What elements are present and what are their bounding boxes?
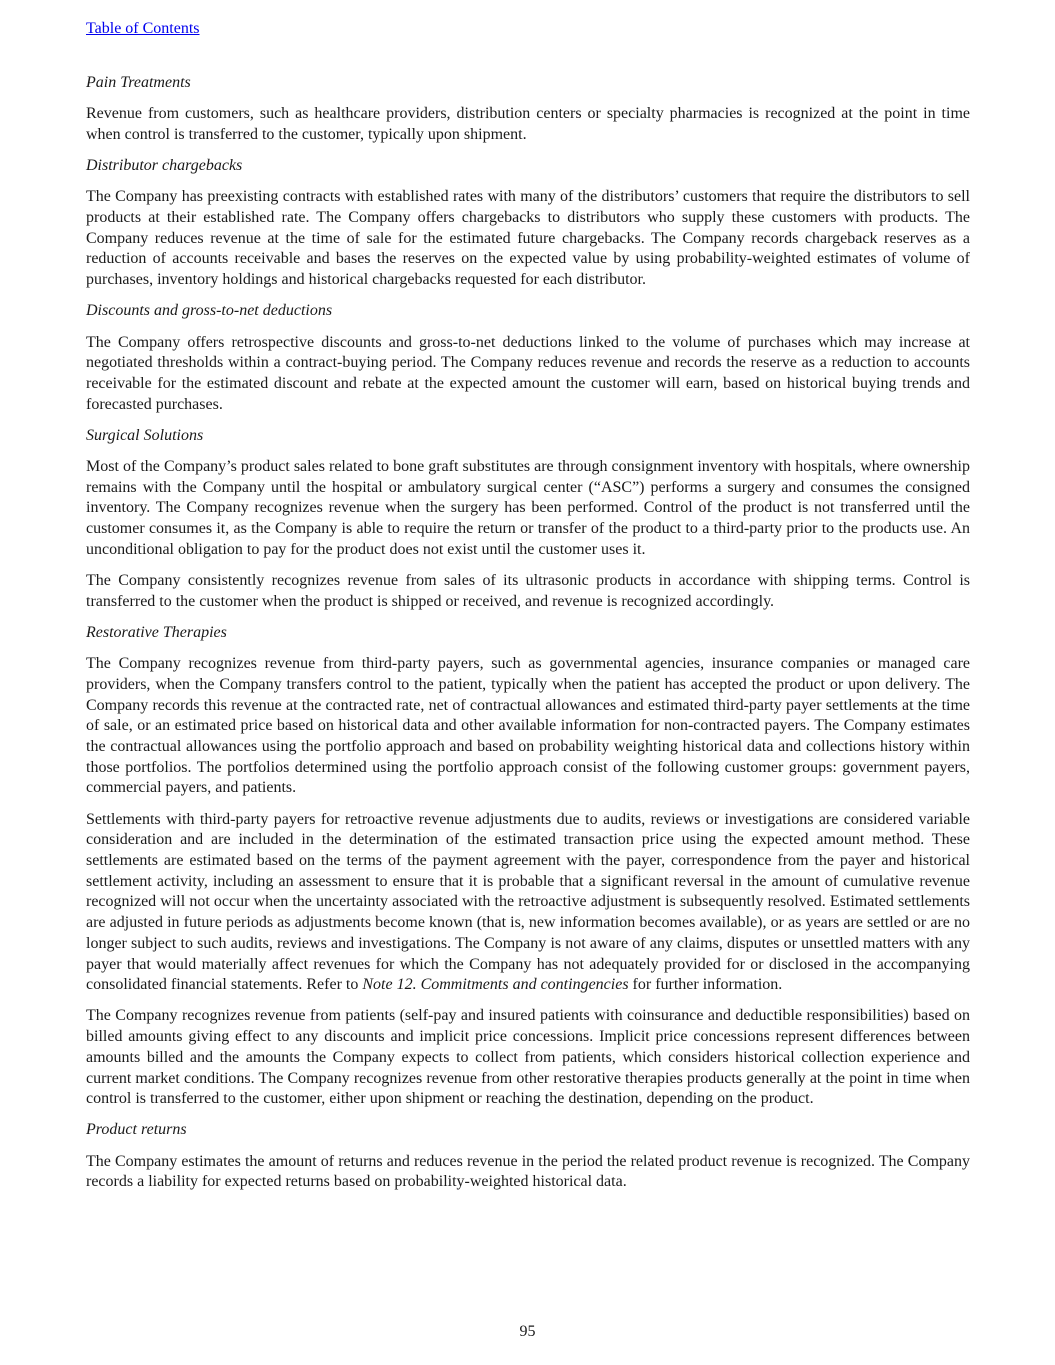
section-heading-discounts: Discounts and gross-to-net deductions bbox=[86, 302, 333, 320]
table-of-contents-link[interactable]: Table of Contents bbox=[86, 20, 200, 37]
paragraph: The Company recognizes revenue from third-party payers, such as governmental agencies, insurance companies or managed care providers, when the Company transfers control to the patient, typically when the patient has accepted the product or upon delivery. The Company records this revenue at the contracted rate, net of contractual allowances and estimated third-party payer settlements at the time of sale, or an estimated price based on historical data and other available information for non-contracted payers. The Company estimates the contractual allowances using the portfolio approach and based on probability weighting historical data and collections history within those portfolios. The portfolios determined using the portfolio approach consist of the following customer groups: government payers, commercial payers, and patients. bbox=[86, 655, 970, 797]
document-body bbox=[86, 73, 970, 1204]
paragraph: The Company estimates the amount of returns and reduces revenue in the period the related product revenue is recognized. The Company records a liability for expected returns based on probability-weighted historical data. bbox=[86, 1152, 970, 1191]
paragraph: The Company has preexisting contracts with established rates with many of the distributors’ customers that require the distributors to sell products at their established rate. The Company offers chargebacks to distributors who supply these customers with products. The Company reduces revenue at the time of sale for the estimated future chargebacks. The Company records chargeback reserves as a reduction of accounts receivable and bases the reserves on the expected value by using probability-weighted estimates of volume of purchases, inventory holdings and historical chargebacks requested for each distributor. bbox=[86, 188, 970, 289]
paragraph bbox=[86, 810, 970, 996]
section-heading-surgical-solutions: Surgical Solutions bbox=[86, 426, 204, 444]
section-heading-restorative-therapies: Restorative Therapies bbox=[86, 623, 227, 641]
section-heading-distributor-chargebacks: Distributor chargebacks bbox=[86, 157, 243, 175]
paragraph: The Company offers retrospective discounts and gross-to-net deductions linked to the volume of purchases which may increase at negotiated thresholds within a contract-buying period. The Company reduces revenue and records the reserve as a reduction to accounts receivable for the estimated discount and rebate at the expected amount the customer will earn, based on historical buying trends and forecasted purchases. bbox=[86, 333, 970, 413]
note-reference: Note 12. Commitments and contingencies bbox=[362, 976, 629, 994]
paragraph-text: Settlements with third-party payers for retroactive revenue adjustments due to audits, reviews or investigations are considered variable consideration and are included in the determination of the estimated transaction price using the expected amount method. These settlements are estimated based on the terms of the payment agreement with the payer, correspondence from the payer and historical settlement activity, including an assessment to ensure that it is probable that a significant reversal in the amount of cumulative revenue recognized will not occur when the uncertainty associated with the retroactive adjustment is subsequently resolved. Estimated settlements are adjusted in future periods as adjustments become known (that is, new information becomes available), or as years are settled or are no longer subject to such audits, reviews and investigations. The Company is not aware of any claims, disputes or unsettled matters with any payer that would materially affect revenues for which the Company has not adequately provided for or disclosed in the accompanying consolidated financial statements. Refer to bbox=[86, 810, 970, 994]
section-heading-pain-treatments: Pain Treatments bbox=[86, 74, 191, 91]
paragraph: Most of the Company’s product sales related to bone graft substitutes are through consignment inventory with hospitals, where ownership remains with the Company until the hospital or ambulatory surgical center (“ASC”) performs a surgery and consumes the consigned inventory. The Company recognizes revenue when the surgery has been performed. Control of the product is not transferred until the customer consumes it, as the Company is able to require the return or transfer of the product to a third-party prior to the products use. An unconditional obligation to pay for the product does not exist until the customer uses it. bbox=[86, 458, 970, 558]
paragraph-text: for further information. bbox=[628, 976, 783, 994]
paragraph: The Company consistently recognizes revenue from sales of its ultrasonic products in accordance with shipping terms. Control is transferred to the customer when the product is shipped or received, and revenue is recognized accordingly. bbox=[86, 572, 970, 610]
page-number: 95 bbox=[519, 1323, 536, 1340]
paragraph: The Company recognizes revenue from patients (self-pay and insured patients with coinsurance and deductible responsibilities) based on billed amounts giving effect to any discounts and implicit price concessions. Implicit price concessions represent differences between amounts billed and the amounts the Company expects to collect from patients, which considers historical collection experience and current market conditions. The Company recognizes revenue from other restorative therapies products generally at the point in time when control is transferred to the customer, either upon shipment or reaching the destination, depending on the product. bbox=[86, 1007, 970, 1108]
paragraph: Revenue from customers, such as healthcare providers, distribution centers or specialty pharmacies is recognized at the point in time when control is transferred to the customer, typically upon shipment. bbox=[86, 105, 970, 143]
section-heading-product-returns: Product returns bbox=[86, 1121, 187, 1139]
